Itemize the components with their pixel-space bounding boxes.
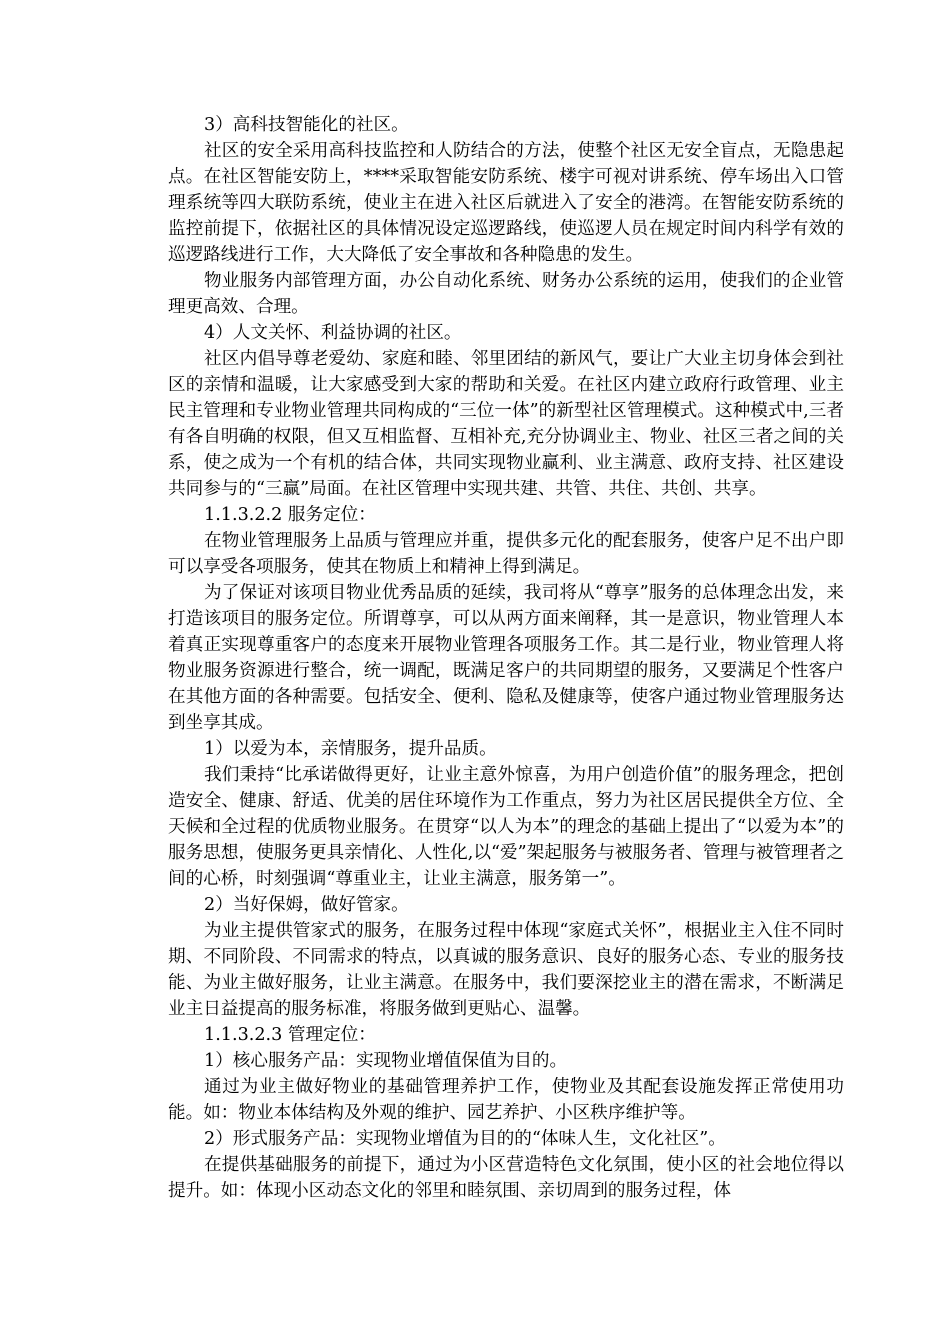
paragraph-internal-management: 物业服务内部管理方面，办公自动化系统、财务办公系统的运用，使我们的企业管理更高效、合理。 bbox=[168, 271, 844, 317]
section-heading-butler-service: 2）当好保姆，做好管家。 bbox=[204, 895, 409, 915]
section-heading-core-service-product: 1）核心服务产品：实现物业增值保值为目的。 bbox=[204, 1051, 568, 1071]
section-heading-service-positioning: 1.1.3.2.2 服务定位： bbox=[204, 505, 376, 525]
section-heading-high-tech-community: 3）高科技智能化的社区。 bbox=[204, 115, 409, 135]
section-heading-humanistic-community: 4）人文关怀、利益协调的社区。 bbox=[204, 323, 462, 343]
paragraph-service-philosophy: 我们秉持“比承诺做得更好，让业主意外惊喜，为用户创造价值”的服务理念，把创造安全、健康、舒适、优美的居住环境作为工作重点，努力为社区居民提供全方位、全天候和全过程的优质物业服务。在贯穿“以人为本”的理念的基础上提出了“以爱为本”的服务思想，使服务更具亲情化、人性化,以“爱”架起服务与被服务者、管理与被管理者之间的心桥，时刻强调“尊重业主，让业主满意，服务第一”。 bbox=[168, 765, 844, 889]
paragraph-butler-service: 为业主提供管家式的服务，在服务过程中体现“家庭式关怀”，根据业主入住不同时期、不同阶段、不同需求的特点，以真诚的服务意识、良好的服务心态、专业的服务技能、为业主做好服务，让业主满意。在服务中，我们要深挖业主的潜在需求，不断满足业主日益提高的服务标准，将服务做到更贴心、温馨。 bbox=[168, 921, 844, 1019]
paragraph-premium-service: 为了保证对该项目物业优秀品质的延续，我司将从“尊享”服务的总体理念出发，来打造该项目的服务定位。所谓尊享，可以从两方面来阐释，其一是意识，物业管理人本着真正实现尊重客户的态度来开展物业管理各项服务工作。其二是行业，物业管理人将物业服务资源进行整合，统一调配，既满足客户的共同期望的服务，又要满足个性客户在其他方面的各种需要。包括安全、便利、隐私及健康等，使客户通过物业管理服务达到坐享其成。 bbox=[168, 583, 844, 733]
section-heading-management-positioning: 1.1.3.2.3 管理定位： bbox=[204, 1025, 376, 1045]
paragraph-form-service: 在提供基础服务的前提下，通过为小区营造特色文化氛围，使小区的社会地位得以提升。如：体现小区动态文化的邻里和睦氛围、亲切周到的服务过程，体 bbox=[168, 1155, 844, 1201]
section-heading-love-based-service: 1）以爱为本，亲情服务，提升品质。 bbox=[204, 739, 497, 759]
paragraph-core-service: 通过为业主做好物业的基础管理养护工作，使物业及其配套设施发挥正常使用功能。如：物业本体结构及外观的维护、园艺养护、小区秩序维护等。 bbox=[168, 1077, 844, 1123]
section-heading-form-service-product: 2）形式服务产品：实现物业增值为目的的“体味人生，文化社区”。 bbox=[204, 1129, 726, 1149]
paragraph-service-quality: 在物业管理服务上品质与管理应并重，提供多元化的配套服务，使客户足不出户即可以享受各项服务，使其在物质上和精神上得到满足。 bbox=[168, 531, 844, 577]
paragraph-security: 社区的安全采用高科技监控和人防结合的方法，使整个社区无安全盲点，无隐患起点。在社区智能安防上，****采取智能安防系统、楼宇可视对讲系统、停车场出入口管理系统等四大联防系统，使业主在进入社区后就进入了安全的港湾。在智能安防系统的监控前提下，依据社区的具体情况设定巡逻路线，使巡逻人员在规定时间内科学有效的巡逻路线进行工作，大大降低了安全事故和各种隐患的发生。 bbox=[168, 141, 844, 265]
paragraph-community-atmosphere: 社区内倡导尊老爱幼、家庭和睦、邻里团结的新风气，要让广大业主切身体会到社区的亲情和温暖，让大家感受到大家的帮助和关爱。在社区内建立政府行政管理、业主民主管理和专业物业管理共同构成的“三位一体”的新型社区管理模式。这种模式中,三者有各自明确的权限，但又互相监督、互相补充,充分协调业主、物业、社区三者之间的关系，使之成为一个有机的结合体，共同实现物业赢利、业主满意、政府支持、社区建设共同参与的“三赢”局面。在社区管理中实现共建、共管、共住、共创、共享。 bbox=[168, 349, 844, 499]
document-body bbox=[168, 112, 844, 1204]
